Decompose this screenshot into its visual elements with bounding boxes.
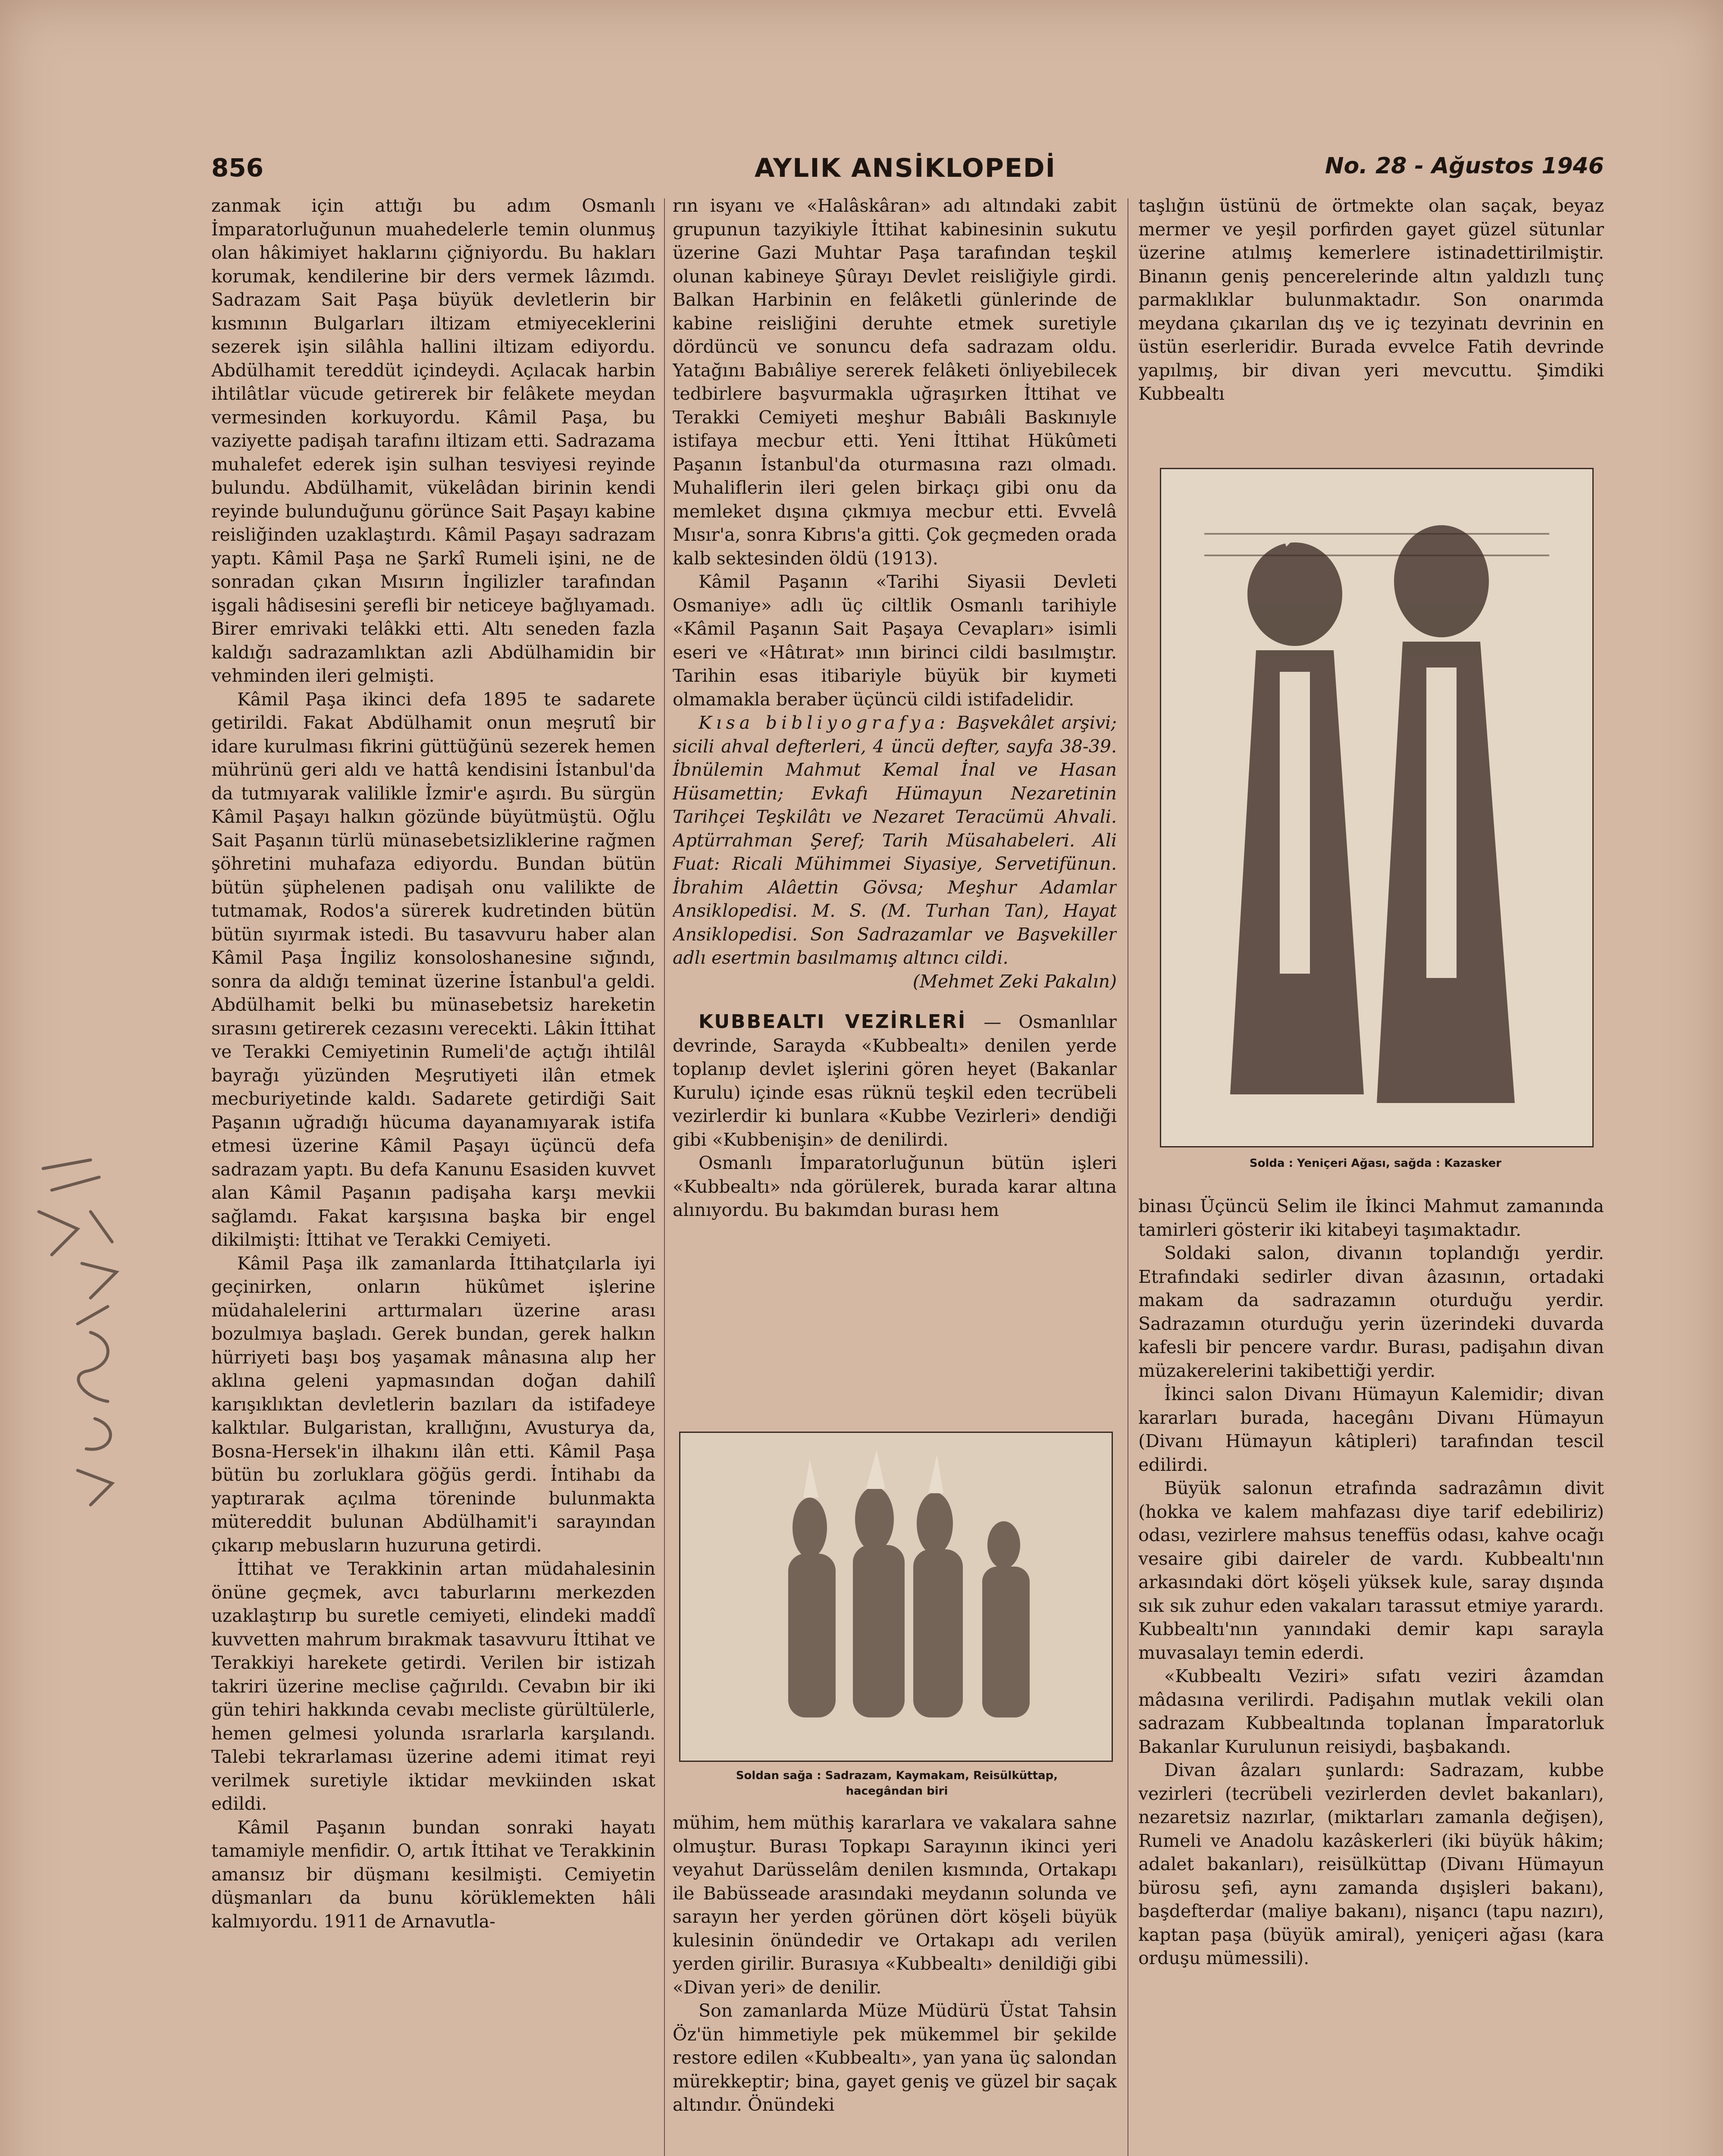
col1-paragraph: zanmak için attığı bu adım Osmanlı İmparatorluğunun muahedelerle temin olunmuş olan hâkimiyet haklarını çiğniyordu. Bu hakları korumak, kendilerine bir ders vermek lâzımdı. Sadrazam Sait Paşa büyük devletlerin bir kısmının Bulgarları iltizam etmiyeceklerini sezerek işin silâhla hallini iltizam ediyordu. Abdülhamit tereddüt içindeydi. Açılacak harbin ihtilâtlar vücude getirerek bir felâkete meydan vermesinden korkuyordu. Kâmil Paşa, bu vaziyette padişah tarafını iltizam etti. Sadrazama muhalefet ederek işin sulhan tesviyesi reyinde bulundu. Abdülhamit, vükelâdan birinin kendi reyinde bulunduğunu görünce Sait Paşayı kabine reisliğinden uzaklaştırdı. Kâmil Paşayı sadrazam yaptı. Kâmil Paşa ne Şarkî Rumeli işini, ne de sonradan çıkan Mısırın İngilizler tarafından işgali hâdisesini şerefli bir neticeye bağlıyamadı. Birer emrivaki telâkki etti. Altı seneden fazla kaldığı sadrazamlıktan azli Abdülhamidin bir vehminden ileri gelmişti. <box>211 195 655 686</box>
section-intro: — Osmanlılar devrinde, Sarayda «Kubbealtı» denilen yerde toplanıp devlet işlerini gören heyet (Bakanlar Kurulu) içinde esas rüknü teşkil eden tecrübeli vezirlerdir ki bunlara «Kubbe Vezirleri» dendiği gibi «Kubbenişin» de denilirdi. <box>673 1012 1117 1150</box>
margin-handwriting <box>26 1143 138 1531</box>
page-header <box>211 153 1604 183</box>
column-2-bottom <box>673 1811 1117 2156</box>
viziers-engraving <box>679 1432 1113 1762</box>
col2-paragraph: mühim, hem müthiş kararlara ve vakalara sahne olmuştur. Burası Topkapı Sarayının ikinci yeri veyahut Darüsselâm denilen kısmında, Ortakapı ile Babüsseade arasındaki meydanın solunda ve sarayın her yerden görünen dört köşeli büyük kulesinin önündedir ve Ortakapı adı verilen yerden girilir. Burasıya «Kubbealtı» denildiği gibi «Divan yeri» de denilir. <box>673 1812 1117 1998</box>
col1-paragraph: İttihat ve Terakkinin artan müdahalesinin önüne geçmek, avcı taburlarını merkezden uzaklaştırıp bu suretle cemiyeti, elindeki maddî kuvvetten mahrum bırakmak tasavvuru İttihat ve Terakkiyi harekete getirdi. Verilen bir istizah takriri üzerine meclise çağırıldı. Cevabın bir iki gün tehiri hakkında cevabı mecliste gürültülerle, hemen gelmesi yolunda ısrarlarla karşılandı. Talebi tekrarlaması üzerine ademi itimat reyi verilmek suretiyle iktidar mevkiinden ıskat edildi. <box>211 1558 655 1814</box>
article-signature: (Mehmet Zeki Pakalın) <box>912 971 1117 992</box>
column-3-bottom <box>1138 1194 1604 2156</box>
col2-paragraph: Osmanlı İmparatorluğunun bütün işleri «Kubbealtı» nda görülerek, burada karar altına alınıyordu. Bu bakımdan burası hem <box>673 1153 1117 1220</box>
col3-paragraph: taşlığın üstünü de örtmekte olan saçak, beyaz mermer ve yeşil porfirden gayet güzel sütunlar üzerine atılmış kemerlere istinadettirilmiştir. Binanın geniş pencerelerinde altın yaldızlı tunç parmaklıklar bulunmaktadır. Son onarımda meydana çıkarılan dış ve iç tezyinatı devrinin en üstün eserleridir. Burada evvelce Fatih devrinde yapılmış, bir divan yeri mevcuttu. Şimdiki Kubbealtı <box>1138 195 1604 404</box>
janissary-illustration <box>1161 469 1592 1146</box>
section-title: KUBBEALTI VEZİRLERİ <box>699 1011 967 1033</box>
col3-paragraph: İkinci salon Divanı Hümayun Kalemidir; divan kararları burada, hacegânı Divanı Hümayun (Divanı Hümayun kâtipleri) tarafından tescil edilirdi. <box>1138 1384 1604 1475</box>
col2-paragraph: Kâmil Paşanın «Tarihi Siyasii Devleti Osmaniye» adlı üç ciltlik Osmanlı tarihiyle «Kâmil Paşanın Sait Paşaya Cevapları» isimli eseri ve «Hâtırat» ının birinci cildi basılmıştır. Tarihin esas itibariyle büyük bir kıymeti olmamakla beraber üçüncü cildi istifadelidir. <box>673 571 1117 710</box>
col3-paragraph: Büyük salonun etrafında sadrazâmın divit (hokka ve kalem mahfazası diye tarif edebiliriz) odası, vezirlere mahsus teneffüs odası, kahve ocağı vesaire gibi daireler de vardı. Kubbealtı'nın arkasındaki dört köşeli yüksek kule, saray dışında sık sık zuhur eden vakaları tarassut etmiye yarardı. Kubbealtı'nın yanındaki demir kapı sarayla muvasalayı temin ederdi. <box>1138 1478 1604 1663</box>
page-number: 856 <box>211 153 264 182</box>
col1-paragraph: Kâmil Paşa ilk zamanlarda İttihatçılarla iyi geçinirken, onların hükûmet işlerine müdahalelerini arttırmaları üzerine arası bozulmıya başladı. Gerek bundan, gerek halkın hürriyeti başı boş yaşamak mânasına alıp her aklına geleni yapmasından doğan dahilî karışıklıktan devletlerin bazıları da istifadeye kalktılar. Bulgaristan, krallığını, Avusturya da, Bosna-Hersek'in ilhakını ilân etti. Kâmil Paşa bütün bu zorluklara göğüs gerdi. İntihabı da yaptırarak açılma töreninde bulunmakta mütereddit bulunan Abdülhamit'i sarayından çıkarıp mebusların huzuruna getirdi. <box>211 1253 655 1556</box>
issue-info: No. 28 - Ağustos 1946 <box>1325 153 1604 179</box>
column-2-top <box>673 194 1117 1393</box>
viziers-caption: Soldan sağa : Sadrazam, Kaymakam, Reisülküttap, hacegândan biri <box>736 1769 1058 1798</box>
bibliography-label: Kısa bibliyografya: <box>699 712 950 733</box>
col1-paragraph: Kâmil Paşanın bundan sonraki hayatı tamamiyle menfidir. O, artık İttihat ve Terakkinin amansız bir düşmanı kesilmişti. Cemiyetin düşmanları da bunu körüklemekten hâli kalmıyordu. 1911 de Arnavutla- <box>211 1817 655 1932</box>
column-rule-1 <box>664 198 665 2156</box>
col2-paragraph: Son zamanlarda Müze Müdürü Üstat Tahsin Öz'ün himmetiyle pek mükemmel bir şekilde restore edilen «Kubbealtı», yan yana üç salondan mürekkeptir; bina, gayet geniş ve güzel bir saçak altındır. Önündeki <box>673 2000 1117 2115</box>
bibliography-text: Başvekâlet arşivi; sicili ahval defterleri, 4 üncü defter, sayfa 38-39. İbnülemin Mahmut Kemal İnal ve Hasan Hüsamettin; Evkafı Hümayun Nezaretinin Tarihçei Teşkilâtı ve Nezaret Teracümü Ahvali. Aptürrahman Şeref; Tarih Müsahabeleri. Ali Fuat: Ricali Mühimmei Siyasiye, Servetifünun. İbrahim Alâettin Gövsa; Meşhur Adamlar Ansiklopedisi. M. S. (M. Turhan Tan), Hayat Ansiklopedisi. Son Sadrazamlar ve Başvekiller adlı esertmin basılmamış altıncı cildi. <box>673 712 1117 968</box>
janissary-engraving <box>1160 468 1594 1147</box>
journal-title: AYLIK ANSİKLOPEDİ <box>755 153 1056 183</box>
col1-paragraph: Kâmil Paşa ikinci defa 1895 te sadarete getirildi. Fakat Abdülhamit onun meşrutî bir idare kurulması fikrini güttüğünü sezerek hemen mührünü geri aldı ve hattâ kendisini İstanbul'da da tutmıyarak valilikle İzmir'e aşırdı. Bu sürgün Kâmil Paşayı halkın gözünde büyütmüştü. Oğlu Sait Paşanın türlü münasebetsizliklerine rağmen şöhretini muhafaza ediyordu. Bundan bütün bütün şüphelenen padişah onu valilikte de tutmamak, Rodos'a sürerek kudretinden bütün bütün sıyırmak istedi. Bu tasavvuru haber alan Kâmil Paşa İngiliz konsoloshanesine sığındı, sonra da aldığı teminat üzerine İstanbul'a geldi. Abdülhamit belki bu münasebetsiz hareketin sırasını getirerek cezasını verecekti. Lâkin İttihat ve Terakki Cemiyetinin Rumeli'de açtığı ihtilâl bayrağı yüzünden Meşrutiyeti ilân etmek mecburiyetinde kaldı. Sadarete getirdiği Sait Paşanın uğradığı hücuma dayanamıyarak istifa etmesi üzerine Kâmil Paşayı üçüncü defa sadrazam yaptı. Bu defa Kanunu Esasiden kuvvet alan Kâmil Paşanın padişaha karşı mevkii sağlamdı. Fakat karşısına başka bir engel dikilmişti: İttihat ve Terakki Cemiyeti. <box>211 689 655 1250</box>
column-3-top <box>1138 194 1604 436</box>
col3-paragraph: Divan âzaları şunlardı: Sadrazam, kubbe vezirleri (tecrübeli vezirlerden devlet bakanları), nezaretsiz nazırlar, (miktarları zamanla değişen), Rumeli ve Anadolu kazâskerleri (iki büyük hâkim; adalet bakanları), reisülküttap (Divanı Hümayun bürosu şefi, aynı zamanda dışişleri bakanı), başdefterdar (maliye bakanı), nişancı (tapu nazırı), kaptan paşa (büyük amiral), yeniçeri ağası (kara orduşu mümessili). <box>1138 1760 1604 1968</box>
janissary-caption: Solda : Yeniçeri Ağası, sağda : Kazasker <box>1249 1157 1502 1170</box>
viziers-illustration <box>680 1433 1112 1761</box>
column-1 <box>211 194 655 2156</box>
col3-paragraph: Soldaki salon, divanın toplandığı yerdir. Etrafındaki sedirler divan âzasının, ortadaki makam da sadrazamın oturduğu yerdir. Sadrazamın oturduğu yerin üzerindeki duvarda kafesli bir pencere vardır. Burası, padişahın divan müzakerelerini takibettiği yerdir. <box>1138 1243 1604 1381</box>
col3-paragraph: binası Üçüncü Selim ile İkinci Mahmut zamanında tamirleri gösterir iki kitabeyi taşımaktadır. <box>1138 1196 1604 1240</box>
col3-paragraph: «Kubbealtı Veziri» sıfatı veziri âzamdan mâdasına verilirdi. Padişahın mutlak vekili olan sadrazam Kubbealtında toplanan İmparatorluk Bakanlar Kurulunun reisiydi, başbakandı. <box>1138 1666 1604 1757</box>
col2-paragraph: rın isyanı ve «Halâskâran» adı altındaki zabit grupunun tazyikiyle İttihat kabinesinin sukutu üzerine Gazi Muhtar Paşa tarafından teşkil olunan kabineye Şûrayı Devlet reisliğiyle girdi. Balkan Harbinin en felâketli günlerinde de kabine reisliğini deruhte etmek suretiyle dördüncü ve sonuncu defa sadrazam oldu. Yatağını Babıâliye sererek felâketi önliyebilecek tedbirlere başvurmakla uğraşırken İttihat ve Terakki Cemiyeti meşhur Babıâli Baskınıyle istifaya mecbur etti. Yeni İttihat Hükûmeti Paşanın İstanbul'da oturmasına razı olmadı. Muhaliflerin ileri gelen birkaçı gibi onu da memleket dışına çıkmıya mecbur etti. Evvelâ Mısır'a, sonra Kıbrıs'a gitti. Çok geçmeden orada kalb sektesinden öldü (1913). <box>673 195 1117 569</box>
